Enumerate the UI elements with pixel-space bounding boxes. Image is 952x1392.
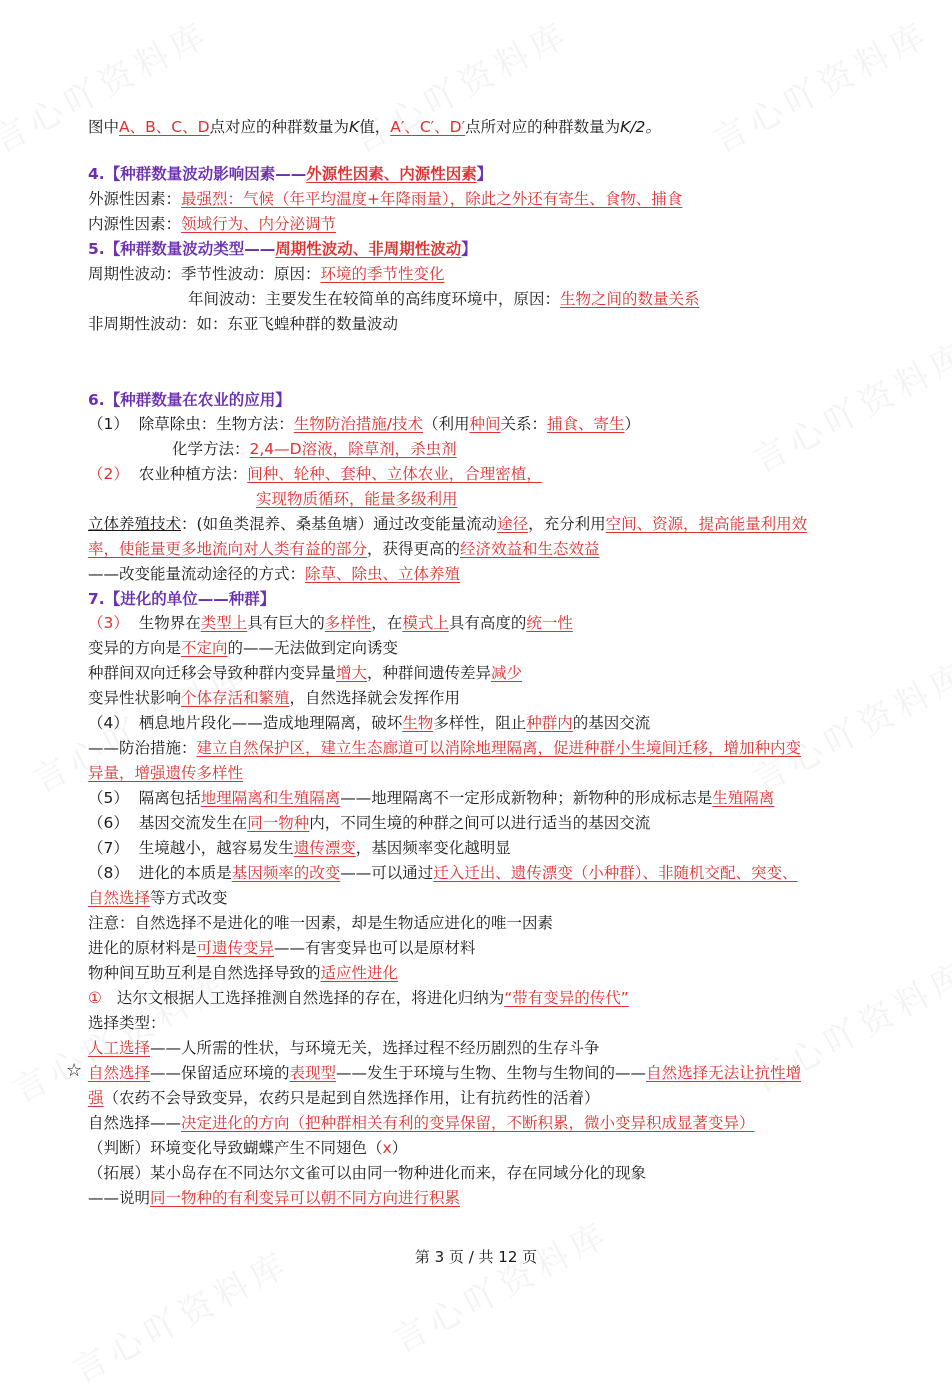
text-line: ——说明同一物种的有利变异可以朝不同方向进行积累 — [88, 1189, 461, 1207]
star-icon: ☆ — [66, 1060, 83, 1081]
text-line: 人工选择——人所需的性状，与环境无关，选择过程不经历剧烈的生存斗争 — [88, 1039, 600, 1057]
text-line: 率，使能量更多地流向对人类有益的部分，获得更高的经济效益和生态效益 — [88, 540, 600, 558]
text-line: 立体养殖技术：(如鱼类混养、桑基鱼塘）通过改变能量流动途径，充分利用空间、资源，提高能量利用效 — [88, 515, 808, 533]
section-heading-7: 7.【进化的单位——种群】 — [88, 590, 276, 608]
text-line: （5） 隔离包括地理隔离和生殖隔离——地理隔离不一定形成新物种；新物种的形成标志是生殖隔离 — [88, 789, 775, 807]
text-line: 注意：自然选择不是进化的唯一因素，却是生物适应进化的唯一因素 — [88, 914, 554, 932]
text-line: （拓展）某小岛存在不同达尔文雀可以由同一物种进化而来，存在同域分化的现象 — [88, 1164, 647, 1182]
text-line: 物种间互助互利是自然选择导致的适应性进化 — [88, 964, 399, 982]
text-line: ——改变能量流动途径的方式：除草、除虫、立体养殖 — [88, 565, 461, 583]
text-line: （判断）环境变化导致蝴蝶产生不同翅色（x） — [88, 1139, 408, 1157]
text-line: 化学方法：2,4—D溶液，除草剂，杀虫剂 — [172, 440, 457, 458]
text-line: 变异性状影响个体存活和繁殖，自然选择就会发挥作用 — [88, 689, 461, 707]
text-line: （6） 基因交流发生在同一物种内，不同生境的种群之间可以进行适当的基因交流 — [88, 814, 651, 832]
section-heading-4: 4.【种群数量波动影响因素——外源性因素、内源性因素】 — [88, 165, 493, 183]
section-heading-5: 5.【种群数量波动类型——周期性波动、非周期性波动】 — [88, 240, 477, 258]
text-line: （1） 除草除虫：生物方法：生物防治措施/技术（利用种间关系：捕食、寄生） — [88, 415, 641, 433]
text-line: 实现物质循环，能量多级利用 — [256, 490, 458, 508]
text-line: 选择类型： — [88, 1014, 166, 1032]
text-line: 非周期性波动：如：东亚飞蝗种群的数量波动 — [88, 315, 399, 333]
text-line: （8） 进化的本质是基因频率的改变——可以通过迁入迁出、遗传漂变（小种群）、非随机交配、突变、 — [88, 864, 798, 882]
text-line: 异量，增强遗传多样性 — [88, 764, 244, 782]
text-line: （7） 生境越小，越容易发生遗传漂变，基因频率变化越明显 — [88, 839, 511, 857]
text-line: （4） 栖息地片段化——造成地理隔离，破坏生物多样性，阻止种群内的基因交流 — [88, 714, 651, 732]
text-line: 进化的原材料是可遗传变异——有害变异也可以是原材料 — [88, 939, 476, 957]
text-line: 自然选择等方式改变 — [88, 889, 228, 907]
text-line: 强（农药不会导致变异，农药只是起到自然选择作用，让有抗药性的活着） — [88, 1089, 600, 1107]
text-line: 变异的方向是不定向的——无法做到定向诱变 — [88, 639, 399, 657]
section-heading-6: 6.【种群数量在农业的应用】 — [88, 391, 291, 409]
page-footer: 第 3 页 / 共 12 页 — [414, 1248, 538, 1266]
text-line: 外源性因素：最强烈：气候（年平均温度+年降雨量），除此之外还有寄生、食物、捕食 — [88, 190, 683, 208]
text-line: ——防治措施：建立自然保护区，建立生态廊道可以消除地理隔离，促进种群小生境间迁移，增加种内变 — [88, 739, 802, 757]
text-line: （2） 农业种植方法：间种、轮种、套种、立体农业，合理密植， — [88, 465, 542, 483]
text-line: 图中A、B、C、D点对应的种群数量为K值，A′、C′、D′点所对应的种群数量为K/2。 — [88, 118, 661, 136]
text-line: 种群间双向迁移会导致种群内变异量增大，种群间遗传差异减少 — [88, 664, 523, 682]
text-line: ① 达尔文根据人工选择推测自然选择的存在，将进化归纳为“带有变异的传代” — [88, 989, 629, 1007]
text-line: 周期性波动：季节性波动：原因：环境的季节性变化 — [88, 265, 445, 283]
text-line: 自然选择——保留适应环境的表现型——发生于环境与生物、生物与生物间的——自然选择无法让抗性增 — [88, 1064, 802, 1082]
text-line: 自然选择——决定进化的方向（把种群相关有利的变异保留，不断积累，微小变异积成显著变异） — [88, 1114, 755, 1132]
text-line: 年间波动：主要发生在较简单的高纬度环境中，原因：生物之间的数量关系 — [188, 290, 700, 308]
text-line: 内源性因素：领域行为、内分泌调节 — [88, 215, 337, 233]
text-line: （3） 生物界在类型上具有巨大的多样性，在模式上具有高度的统一性 — [88, 614, 573, 632]
